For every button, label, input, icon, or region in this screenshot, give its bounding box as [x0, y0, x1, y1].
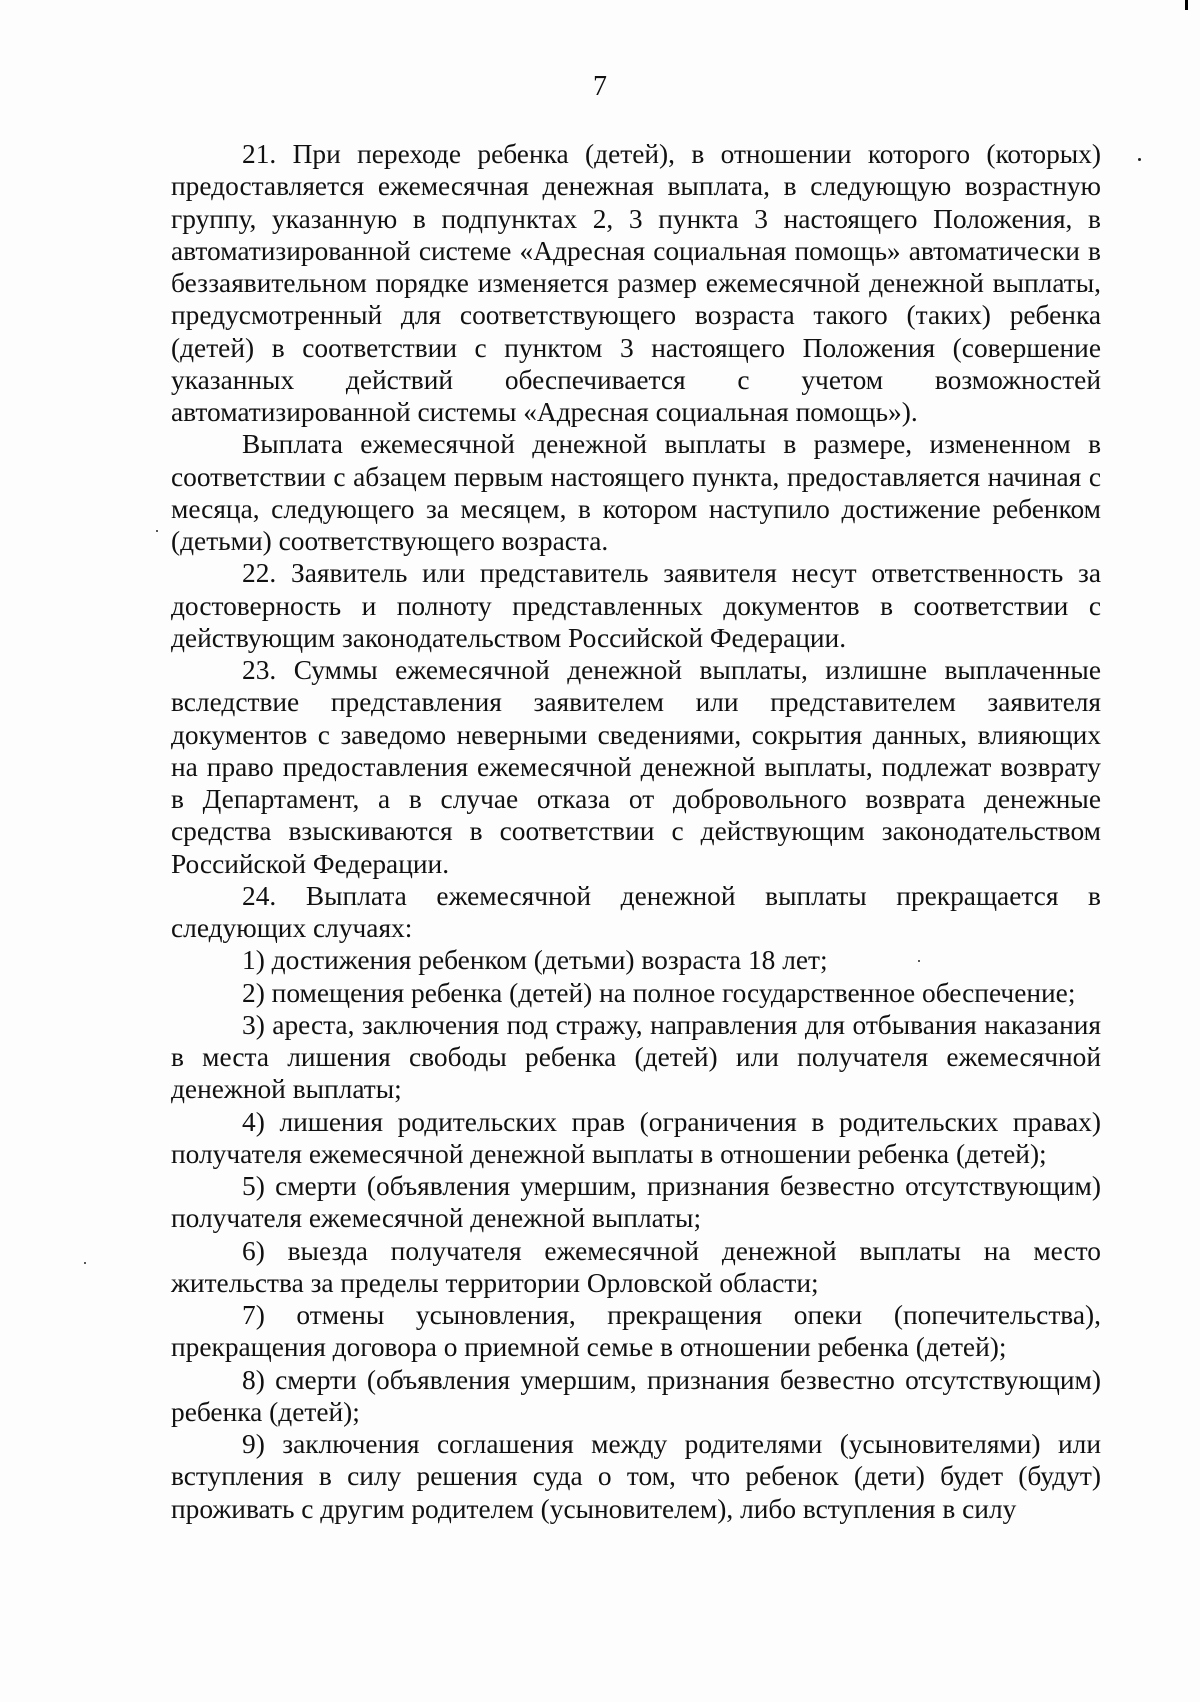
paragraph-21: 21. При переходе ребенка (детей), в отношении которого (которых) предоставляется ежемесячная денежная выплата, в следующую возрастную группу, указанную в подпунктах 2, 3 пункта 3 настоящего Положения, в автоматизированной системе «Адресная социальная помощь» автоматически в беззаявительном порядке изменяется размер ежемесячной денежной выплаты, предусмотренный для соответствующего возраста такого (таких) ребенка (детей) в соответствии с пунктом 3 настоящего Положения (совершение указанных действий обеспечивается с учетом возможностей автоматизированной системы «Адресная социальная помощь»).	[171, 139, 1101, 427]
list-item-2: 2) помещения ребенка (детей) на полное государственное обеспечение;	[242, 977, 1076, 1008]
paragraph-23: 23. Суммы ежемесячной денежной выплаты, излишне выплаченные вследствие представления заявителем или представителем заявителя документов с заведомо неверными сведениями, сокрытия данных, влияющих на право предоставления ежемесячной денежной выплаты, подлежат возврату в Департамент, а в случае отказа от добровольного возврата денежные средства взыскиваются в соответствии с действующим законодательством Российской Федерации.	[171, 655, 1101, 879]
page-number: 7	[593, 71, 607, 102]
document-body	[171, 138, 1101, 1525]
list-item-9: 9) заключения соглашения между родителями (усыновителями) или вступления в силу решения суда о том, что ребенок (дети) будет (будут) проживать с другим родителем (усыновителем), либо вступления в силу	[171, 1429, 1101, 1524]
paragraph-22: 22. Заявитель или представитель заявителя несут ответственность за достоверность и полноту представленных документов в соответствии с действующим законодательством Российской Федерации.	[171, 558, 1101, 653]
list-item-6: 6) выезда получателя ежемесячной денежной выплаты на место жительства за пределы территории Орловской области;	[171, 1235, 1101, 1298]
scan-speck	[1138, 158, 1141, 161]
list-item-8: 8) смерти (объявления умершим, признания безвестно отсутствующим) ребенка (детей);	[171, 1364, 1101, 1427]
paragraph-24: 24. Выплата ежемесячной денежной выплаты прекращается в следующих случаях:	[171, 880, 1101, 943]
list-item-7: 7) отмены усыновления, прекращения опеки (попечительства), прекращения договора о приемной семье в отношении ребенка (детей);	[171, 1300, 1101, 1363]
paragraph-21-second: Выплата ежемесячной денежной выплаты в размере, измененном в соответствии с абзацем первым настоящего пункта, предоставляется начиная с месяца, следующего за месяцем, в котором наступило достижение ребенком (детьми) соответствующего возраста.	[171, 429, 1101, 556]
list-item-3: 3) ареста, заключения под стражу, направления для отбывания наказания в места лишения свободы ребенка (детей) или получателя ежемесячной денежной выплаты;	[171, 1009, 1101, 1105]
scan-speck	[156, 530, 158, 532]
list-item-4: 4) лишения родительских прав (ограничения в родительских правах) получателя ежемесячной денежной выплаты в отношении ребенка (детей);	[171, 1106, 1101, 1169]
list-item-5: 5) смерти (объявления умершим, признания безвестно отсутствующим) получателя ежемесячной денежной выплаты;	[171, 1171, 1101, 1234]
list-item-1: 1) достижения ребенком (детьми) возраста 18 лет;	[242, 945, 828, 976]
scan-speck	[84, 1262, 86, 1264]
scan-edge-mark	[1185, 0, 1188, 10]
